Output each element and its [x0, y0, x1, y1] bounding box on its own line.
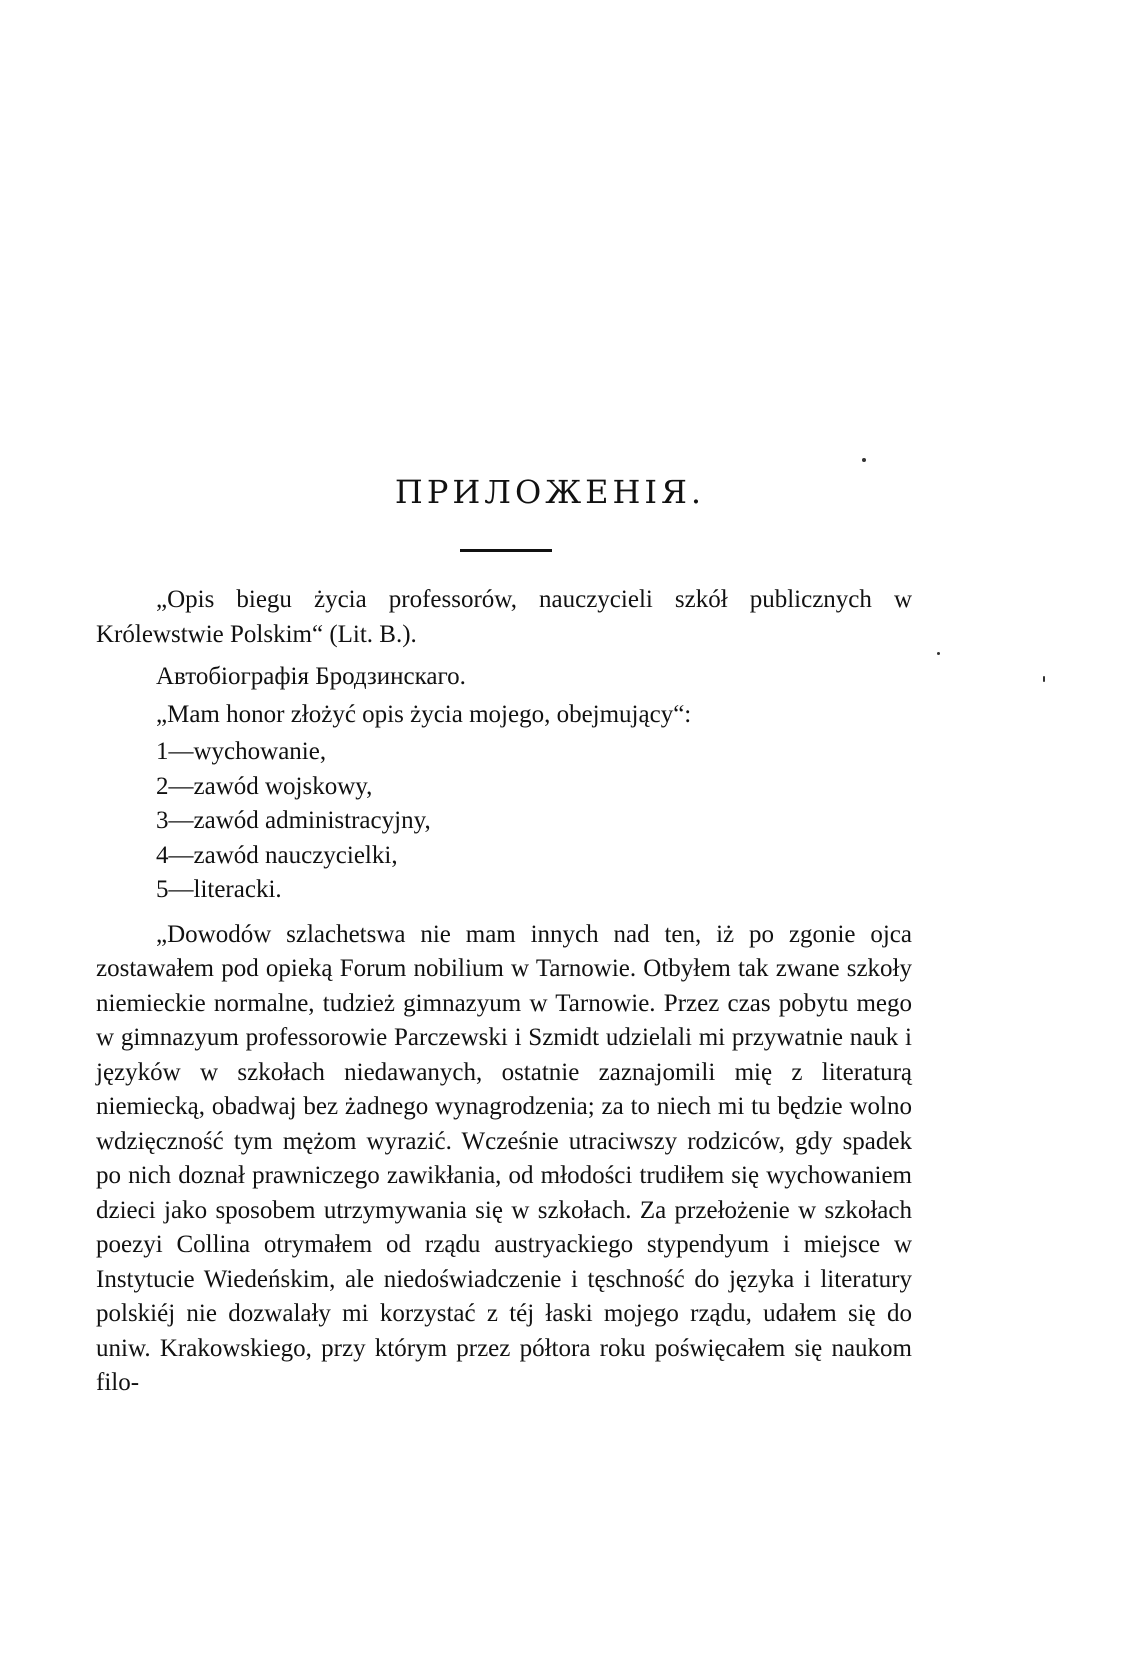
print-speck [937, 652, 940, 655]
title-divider [460, 549, 552, 552]
list-item: 3—zawód administracyjny, [156, 807, 431, 834]
intro-quote: „Opis biegu życia professorów, nauczycieli szkół publicznych w Królewstwie Polskim“ (Lit. B.). [96, 586, 912, 648]
opening-line: „Mam honor złożyć opis życia mojego, obejmujący“: [156, 700, 692, 728]
list-item: 1—wychowanie, [156, 738, 327, 765]
text-block [96, 583, 912, 1401]
list-item: 4—zawód nauczycielki, [156, 841, 398, 869]
print-speck [1043, 676, 1045, 682]
list-item: 5—literacki. [156, 876, 282, 903]
autobiography-subtitle: Автобіографія Бродзинскаго. [156, 663, 466, 690]
page-title: ПРИЛОЖЕНІЯ. [394, 473, 706, 511]
body-paragraph: „Dowodów szlachetswa nie mam innych nad ten, iż po zgonie ojca zostawałem pod opieką Forum nobilium w Tarnowie. Otbyłem tak zwane szkoły niemieckie normalne, tudzież gimnazyum w Tarnowie. Przez czas pobytu mego w gimnazyum professorowie Parczewski i Szmidt udzielali mi przywatnie nauk i języków w szkołach niedawanych, ostatnie zaznajomili mię z literaturą niemiecką, obadwaj bez żadnego wynagrodzenia; za to niech mi tu będzie wolno wdzięczność tym mężom wyrazić. Wcześnie utraciwszy rodziców, gdy spadek po nich doznał prawniczego zawikłania, od młodości trudiłem się wychowaniem dzieci jako sposobem utrzymywania się w szkołach. Za przełożenie w szkołach poezyi Collina otrymałem od rządu austryackiego stypendyum i miejsce w Instytucie Wiedeńskim, ale niedoświadczenie i tęschność do języka i literatury polskiéj nie dozwalały mi korzystać z téj łaski mojego rządu, udałem się do uniw. Krakowskiego, przy którym przez półtora roku poświęcałem się naukom filo- [96, 920, 912, 1396]
topic-list [96, 735, 912, 908]
list-item: 2—zawód wojskowy, [156, 772, 373, 800]
print-speck [862, 458, 866, 462]
